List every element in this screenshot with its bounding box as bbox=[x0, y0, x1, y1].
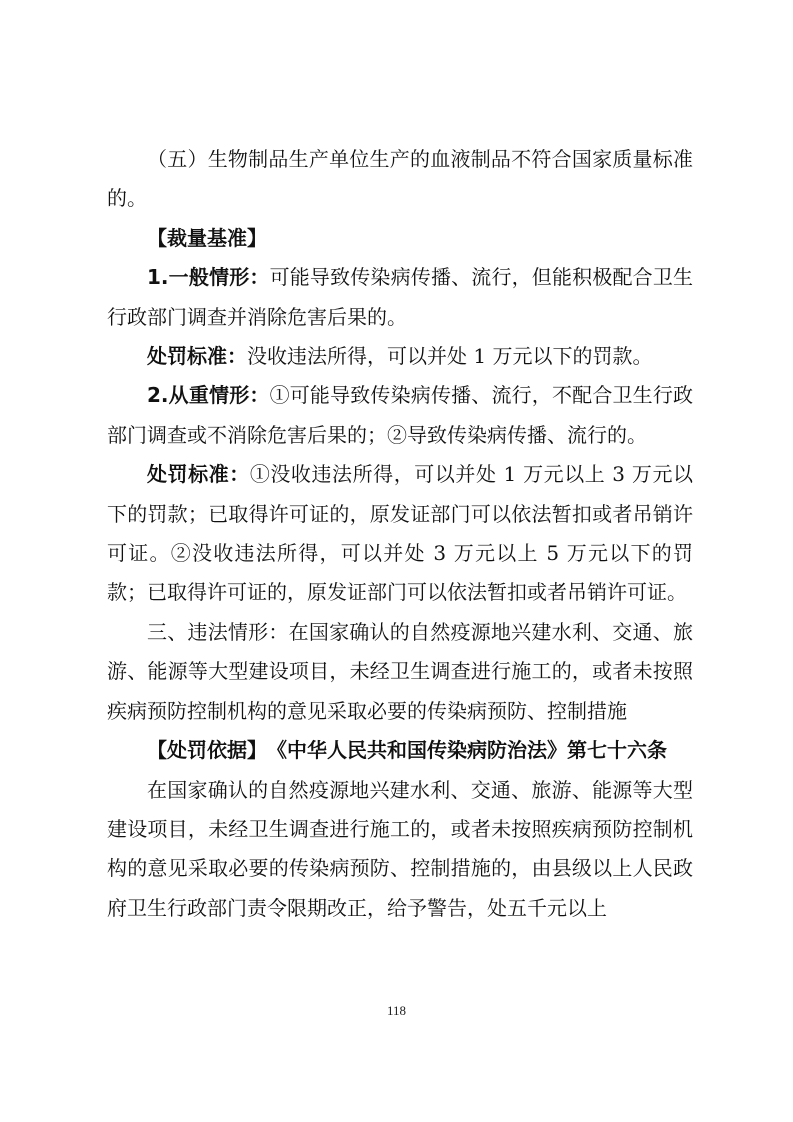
paragraph-legal-text bbox=[107, 771, 693, 929]
section-heading-discretion-standard bbox=[107, 219, 693, 258]
paragraph-text: ①可能导致传染病传播、流行，不配合卫生行政部门调查或不消除危害后果的；②导致传染病传播、流行的。 bbox=[107, 383, 694, 447]
section-heading-penalty-basis bbox=[107, 731, 693, 770]
heading-text: 【处罚依据】 《中华人民共和国传染病防治法》第七十六条 bbox=[147, 738, 667, 763]
paragraph-text: 三、违法情形：在国家确认的自然疫源地兴建水利、交通、旅游、能源等大型建设项目，未经卫生调查进行施工的，或者未按照疾病预防控制机构的意见采取必要的传染病预防、控制措施 bbox=[107, 619, 693, 723]
paragraph-item-5 bbox=[107, 140, 693, 219]
document-body bbox=[107, 140, 693, 928]
paragraph-penalty-standard-1 bbox=[107, 337, 693, 376]
paragraph-violation-3 bbox=[107, 613, 693, 731]
page-number: 118 bbox=[386, 1003, 407, 1018]
paragraph-text: ①没收违法所得，可以并处 1 万元以上 3 万元以下的罚款；已取得许可证的，原发证部门可以依法暂扣或者吊销许可证。②没收违法所得，可以并处 3 万元以上 5 万元以下的罚款；已取得许可证的，原发证部门可以依法暂扣或者吊销许可证。 bbox=[107, 462, 694, 605]
heading-text: 【裁量基准】 bbox=[147, 225, 267, 250]
paragraph-text: 没收违法所得，可以并处 1 万元以下的罚款。 bbox=[247, 344, 653, 369]
paragraph-text: 可能导致传染病传播、流行，但能积极配合卫生行政部门调查并消除危害后果的。 bbox=[107, 265, 694, 329]
paragraph-text: （五）生物制品生产单位生产的血液制品不符合国家质量标准的。 bbox=[107, 147, 693, 211]
label-general-case: 1.一般情形： bbox=[147, 265, 270, 290]
paragraph-aggravated-case bbox=[107, 376, 693, 455]
label-aggravated-case: 2.从重情形： bbox=[147, 383, 270, 408]
label-penalty-standard: 处罚标准： bbox=[147, 344, 247, 369]
paragraph-text: 在国家确认的自然疫源地兴建水利、交通、旅游、能源等大型建设项目，未经卫生调查进行施工的，或者未按照疾病预防控制机构的意见采取必要的传染病预防、控制措施的，由县级以上人民政府卫生行政部门责令限期改正，给予警告，处五千元以上 bbox=[107, 777, 693, 920]
label-penalty-standard: 处罚标准： bbox=[147, 462, 250, 487]
paragraph-general-case bbox=[107, 258, 693, 337]
paragraph-penalty-standard-2 bbox=[107, 455, 693, 613]
